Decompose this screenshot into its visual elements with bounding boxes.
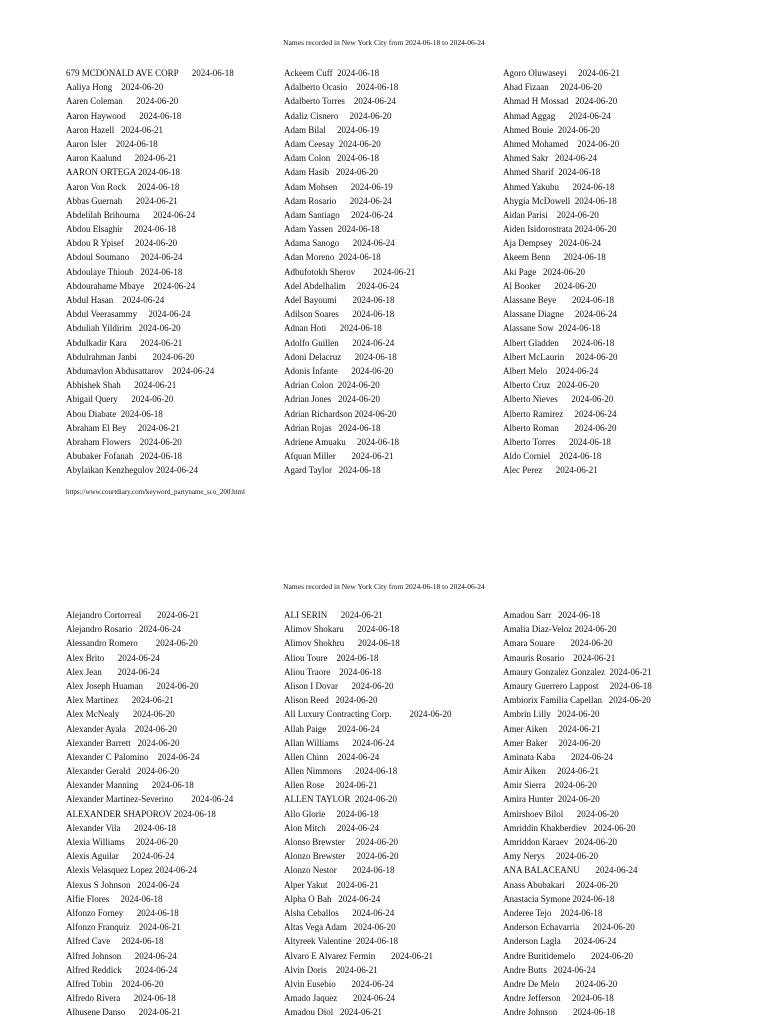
name-entry: Alfonzo Franquiz 2024-06-21 [66,922,181,933]
name-entry: Abdou R Ypisef 2024-06-20 [66,238,178,249]
name-entry: Akeem Benn 2024-06-18 [503,252,606,263]
name-entry: Alberto Torres 2024-06-18 [503,436,611,447]
name-entry: Amriddon Karaev 2024-06-20 [503,837,617,847]
name-entry: Aminata Kaba 2024-06-24 [503,751,613,762]
name-entry: Alper Yakut 2024-06-21 [284,879,379,890]
name-entry: Anastacia Symone 2024-06-18 [503,893,615,904]
name-entry: Abigail Query 2024-06-20 [66,394,174,405]
name-entry: Amira Hunter 2024-06-20 [503,794,600,805]
name-entry: Alex Joseph Huaman 2024-06-20 [66,680,199,691]
name-entry: Alhusene Danso 2024-06-21 [66,1007,181,1018]
name-entry: ANA BALACEANU 2024-06-24 [503,865,638,876]
name-entry: Aja Dempsey 2024-06-24 [503,238,601,249]
name-entry: Alfonzo Forney 2024-06-18 [66,907,179,918]
name-entry: Adrian Richardson 2024-06-20 [284,408,397,419]
name-entry: Aliou Traore 2024-06-18 [284,666,382,677]
name-entry: Amaury Guerrero Lappost 2024-06-18 [503,680,652,691]
name-entry: Amriddin Khakberdiev 2024-06-20 [503,822,636,833]
name-entry: Abraham El Bey 2024-06-21 [66,422,180,433]
name-entry: Alexander Ayala 2024-06-20 [66,723,177,734]
name-entry: Alberto Ramirez 2024-06-24 [503,408,617,419]
name-entry: Alfred Reddick 2024-06-24 [66,964,178,975]
column-1 [66,608,276,1019]
name-entry: Amy Nerys 2024-06-20 [503,851,598,862]
name-entry: Adriene Amuaku 2024-06-18 [284,436,399,447]
name-entry: Anderson Lagla 2024-06-24 [503,936,617,947]
name-entry: Ahad Fizaan 2024-06-20 [503,82,602,93]
name-entry: Aidan Parisi 2024-06-20 [503,209,599,220]
name-entry: Abdou Elsaghir 2024-06-18 [66,224,176,235]
name-entry: Amer Aiken 2024-06-21 [503,723,601,734]
name-entry: Adonis Infante 2024-06-20 [284,365,394,376]
name-entry: Alec Perez 2024-06-21 [503,465,598,476]
name-entry: Alejandro Cortorreal 2024-06-21 [66,610,199,620]
column-3 [503,66,713,477]
name-entry: Adel Bayoumi 2024-06-18 [284,295,395,305]
name-entry: Amaury Gonzalez Gonzalez 2024-06-21 [503,666,652,677]
name-entry: Alsha Ceballos 2024-06-24 [284,907,395,918]
name-entry: Alexis Velasquez Lopez 2024-06-24 [66,865,198,876]
name-entry: Amalia Diaz-Veloz 2024-06-20 [503,624,617,635]
name-entry: Andre Johnson 2024-06-18 [503,1007,615,1018]
name-entry: Adrian Rojas 2024-06-18 [284,422,381,433]
name-entry: Albert McLaurin 2024-06-20 [503,351,618,362]
name-entry: Abdul Veerasammy 2024-06-24 [66,309,191,320]
column-2 [284,66,494,477]
name-entry: Abdourahame Mbaye 2024-06-24 [66,280,196,291]
name-entry: Alfie Flores 2024-06-18 [66,893,163,904]
name-entry: Alonzo Brewster 2024-06-20 [284,851,399,862]
name-entry: Alexander Vila 2024-06-18 [66,822,177,833]
name-entry: Adrian Jones 2024-06-20 [284,394,380,405]
name-entry: Adaliz Cisnero 2024-06-20 [284,110,392,121]
name-entry: Alex Brito 2024-06-24 [66,652,160,663]
name-entry: ALLEN TAYLOR 2024-06-20 [284,794,398,805]
name-entry: Ahmed Sharif 2024-06-18 [503,167,601,178]
name-entry: Abdul Hasan 2024-06-24 [66,295,165,305]
name-entry: Agard Taylor 2024-06-18 [284,465,381,476]
name-entry: Adam Santiago 2024-06-24 [284,209,393,220]
name-entry: Adam Mohsen 2024-06-19 [284,181,393,192]
name-entry: Alison Reed 2024-06-20 [284,695,378,706]
name-entry: Alfred Cave 2024-06-18 [66,936,164,947]
name-entry: Ahygia McDowell 2024-06-18 [503,195,617,206]
name-entry: Alberto Roman 2024-06-20 [503,422,617,433]
name-entry: Amer Baker 2024-06-20 [503,737,601,748]
name-entry: Albert Melo 2024-06-24 [503,365,599,376]
name-entry: Allan Williams 2024-06-24 [284,737,395,748]
page-title: Names recorded in New York City from 2024-06-18 to 2024-06-24 [283,38,485,47]
name-entry: Aaron Isler 2024-06-18 [66,138,158,149]
name-entry: Amir Sierra 2024-06-20 [503,780,597,791]
name-entry: Afquan Miller 2024-06-21 [284,451,394,462]
name-entry: Adam Yassen 2024-06-18 [284,224,380,235]
name-entry: Abhishek Shah 2024-06-21 [66,380,177,391]
name-entry: Ahmad H Mossad 2024-06-20 [503,96,618,107]
name-entry: Ambrin Lilly 2024-06-20 [503,709,600,720]
name-entry: Abubaker Fofanah 2024-06-18 [66,451,182,462]
name-entry: Alonzo Nestor 2024-06-18 [284,865,395,876]
name-entry: Ahmed Sakr 2024-06-24 [503,153,597,164]
name-entry: Alexis Aguilar 2024-06-24 [66,851,175,862]
name-entry: Abraham Flowers 2024-06-20 [66,436,182,447]
name-entry: Alimov Shokaru 2024-06-18 [284,624,400,635]
name-entry: Adam Hasib 2024-06-20 [284,167,378,178]
name-entry: AARON ORTEGA 2024-06-18 [66,167,180,178]
name-entry: Adan Moreno 2024-06-18 [284,252,381,263]
name-entry: Abou Diabate 2024-06-18 [66,408,163,419]
name-entry: Adolfo Guillen 2024-06-24 [284,337,395,348]
name-entry: ALI SERIN 2024-06-21 [284,610,383,620]
name-entry: Alessandro Romero 2024-06-20 [66,638,198,649]
name-entry: Adam Rosario 2024-06-24 [284,195,392,206]
name-entry: Alison I Dovar 2024-06-20 [284,680,394,691]
name-entry: Alvaro E Alvarez Fermin 2024-06-21 [284,950,433,961]
name-entry: Alassane Sow 2024-06-18 [503,323,601,334]
name-entry: Alon Mitch 2024-06-24 [284,822,379,833]
name-entry: Aliou Toure 2024-06-18 [284,652,379,663]
name-entry: Alberto Nieves 2024-06-20 [503,394,614,405]
name-entry: Abdoulaye Thioub 2024-06-18 [66,266,183,277]
name-entry: Aaron Haywood 2024-06-18 [66,110,182,121]
name-entry: Ahmed Bouie 2024-06-20 [503,124,600,135]
name-entry: Allo Glorie 2024-06-18 [284,808,379,819]
name-entry: Aldo Corniel 2024-06-18 [503,451,602,462]
name-entry: Alassane Diagne 2024-06-24 [503,309,617,320]
name-entry: Ahmed Mohamed 2024-06-20 [503,138,620,149]
name-entry: Adrian Colon 2024-06-20 [284,380,380,391]
name-entry: Alfred Johnson 2024-06-24 [66,950,177,961]
name-entry: Alexander Barrett 2024-06-20 [66,737,180,748]
name-entry: Alvin Doris 2024-06-21 [284,964,378,975]
name-entry: Alimov Shokhru 2024-06-18 [284,638,400,649]
name-entry: Andre Jefferson 2024-06-18 [503,993,614,1004]
name-entry: Abdumavlon Abdusattarov 2024-06-24 [66,365,215,376]
name-entry: Al Booker 2024-06-20 [503,280,597,291]
page-title: Names recorded in New York City from 2024-06-18 to 2024-06-24 [283,582,485,591]
name-entry: Albert Gladden 2024-06-18 [503,337,615,348]
name-entry: Alex Jean 2024-06-24 [66,666,160,677]
name-entry: Amadou Diol 2024-06-21 [284,1007,382,1018]
page-1 [0,0,768,510]
name-entry: Aaron Hazell 2024-06-21 [66,124,163,135]
name-entry: Alex McNealy 2024-06-20 [66,709,175,720]
name-entry: Aaren Coleman 2024-06-20 [66,96,179,107]
name-entry: Ambiorix Familia Capellan 2024-06-20 [503,695,651,706]
name-entry: Altas Vega Adam 2024-06-20 [284,922,396,933]
name-entry: Amirshoev Bilol 2024-06-20 [503,808,619,819]
name-entry: Andre Buritidemelo 2024-06-20 [503,950,633,961]
name-entry: Anass Abubakari 2024-06-20 [503,879,618,890]
name-entry: Ackeem Cuff 2024-06-18 [284,68,380,78]
name-entry: Aaron Von Rock 2024-06-18 [66,181,180,192]
name-entry: Aiden Isidorostrata 2024-06-20 [503,224,617,235]
name-entry: Alexus S Johnson 2024-06-24 [66,879,180,890]
name-entry: Abduliah Yildirim 2024-06-20 [66,323,181,334]
name-entry: Adam Colon 2024-06-18 [284,153,379,164]
name-entry: Altyreek Valentine 2024-06-18 [284,936,399,947]
name-entry: Allen Rose 2024-06-21 [284,780,378,791]
name-entry: Alexander Gerald 2024-06-20 [66,766,179,777]
name-entry: ALEXANDER SHAPOROV 2024-06-18 [66,808,216,819]
column-2 [284,608,494,1019]
name-entry: Alexander Manning 2024-06-18 [66,780,194,791]
name-entry: Anderson Echavarria 2024-06-20 [503,922,635,933]
name-entry: Allen Chinn 2024-06-24 [284,751,380,762]
name-entry: Alvin Eusebio 2024-06-24 [284,978,394,989]
name-entry: Adalberto Ocasio 2024-06-18 [284,82,399,93]
name-entry: Alberto Cruz 2024-06-20 [503,380,599,391]
name-entry: Alfredo Rivera 2024-06-18 [66,993,176,1004]
name-entry: Amara Souare 2024-06-20 [503,638,613,649]
name-entry: Adel Abdelhalim 2024-06-24 [284,280,399,291]
name-entry: Amado Jaquez 2024-06-24 [284,993,395,1004]
column-1 [66,66,276,477]
name-entry: Aki Page 2024-06-20 [503,266,585,277]
name-entry: Alejandro Rosario 2024-06-24 [66,624,181,635]
source-url: https://www.courtdiary.com/keyword_partyname_sco_200.html [66,488,245,496]
name-entry: Adalberto Torres 2024-06-24 [284,96,396,107]
name-entry: Alexander Martinez-Severino 2024-06-24 [66,794,234,805]
name-entry: Abdelilah Brihouma 2024-06-24 [66,209,196,220]
name-entry: Adoni Delacruz 2024-06-18 [284,351,397,362]
name-entry: Agoro Oluwaseyi 2024-06-21 [503,68,620,78]
name-entry: Ahmad Aggag 2024-06-24 [503,110,611,121]
name-entry: Ahmed Yakubu 2024-06-18 [503,181,615,192]
name-entry: Alex Martinez 2024-06-21 [66,695,174,706]
name-entry: Adama Sanogo 2024-06-24 [284,238,395,249]
name-entry: Alexander C Palomino 2024-06-24 [66,751,200,762]
name-entry: 679 MCDONALD AVE CORP 2024-06-18 [66,68,234,78]
name-entry: Allen Nimmons 2024-06-18 [284,766,398,777]
name-entry: Amir Aiken 2024-06-21 [503,766,599,777]
name-entry: Adbufotokh Sherov 2024-06-21 [284,266,416,277]
column-3 [503,608,713,1019]
name-entry: All Luxury Contracting Corp. 2024-06-20 [284,709,452,720]
name-entry: Adilson Soares 2024-06-18 [284,309,395,320]
name-entry: Alfred Tobin 2024-06-20 [66,978,164,989]
name-entry: Adnan Hoti 2024-06-18 [284,323,382,334]
name-entry: Adam Bilal 2024-06-19 [284,124,379,135]
name-entry: Alonso Brewster 2024-06-20 [284,837,398,847]
name-entry: Alexia Williams 2024-06-20 [66,837,178,847]
name-entry: Abdoul Soumano 2024-06-24 [66,252,183,263]
name-entry: Andre De Melo 2024-06-20 [503,978,618,989]
name-entry: Abylaikan Kenzhegulov 2024-06-24 [66,465,198,476]
name-entry: Abdulrahman Janbi 2024-06-20 [66,351,195,362]
name-entry: Amauris Rosario 2024-06-21 [503,652,616,663]
name-entry: Aaliya Hong 2024-06-20 [66,82,164,93]
name-entry: Anderee Tejo 2024-06-18 [503,907,603,918]
name-entry: Alpha O Bah 2024-06-24 [284,893,381,904]
name-entry: Adam Ceesay 2024-06-20 [284,138,381,149]
name-entry: Aaron Kaalund 2024-06-21 [66,153,177,164]
name-entry: Alassane Beye 2024-06-18 [503,295,614,305]
name-entry: Amadou Sarr 2024-06-18 [503,610,600,620]
name-entry: Abbas Guernah 2024-06-21 [66,195,178,206]
page-2 [0,545,768,1024]
name-entry: Abdulkadir Kara 2024-06-21 [66,337,183,348]
name-entry: Andre Butts 2024-06-24 [503,964,596,975]
name-entry: Allah Paige 2024-06-24 [284,723,380,734]
